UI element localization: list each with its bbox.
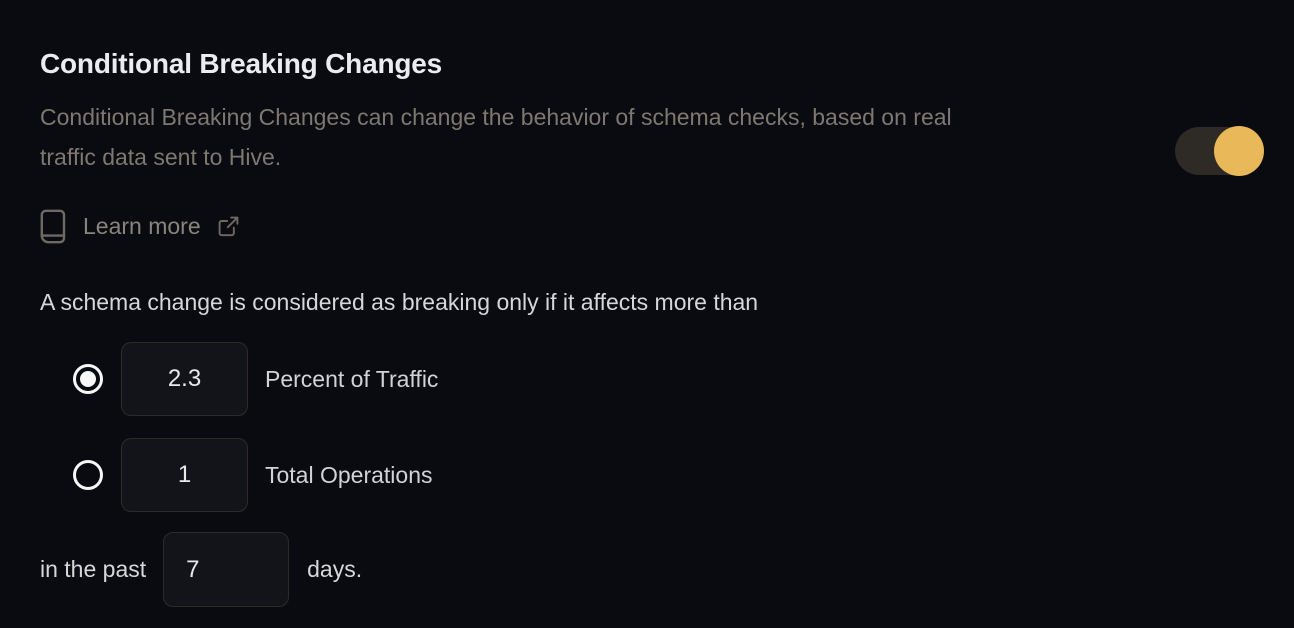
description-line-1: Conditional Breaking Changes can change the behavior of schema checks, based on real: [40, 104, 952, 130]
toggle-thumb: [1214, 126, 1264, 176]
percent-of-traffic-label: Percent of Traffic: [265, 365, 439, 392]
page-title: Conditional Breaking Changes: [40, 48, 442, 79]
period-days-input[interactable]: [163, 532, 289, 607]
learn-more-link[interactable]: [40, 209, 239, 244]
total-operations-input[interactable]: [121, 438, 248, 512]
percent-of-traffic-row: [40, 342, 1254, 416]
description-line-2: traffic data sent to Hive.: [40, 144, 282, 170]
period-row: [40, 532, 1254, 607]
section-description: [40, 97, 1140, 177]
criteria-intro-text: A schema change is considered as breaking only if it affects more than: [40, 289, 759, 315]
period-suffix-text: days.: [307, 556, 363, 582]
percent-of-traffic-radio[interactable]: [73, 364, 103, 394]
enable-toggle[interactable]: [1175, 127, 1263, 175]
total-operations-label: Total Operations: [265, 461, 433, 488]
book-icon: [40, 209, 66, 244]
total-operations-radio[interactable]: [73, 460, 103, 490]
learn-more-label: Learn more: [83, 213, 201, 239]
period-prefix-text: in the past: [40, 556, 147, 582]
external-link-icon: [218, 216, 239, 237]
percent-of-traffic-input[interactable]: [121, 342, 248, 416]
total-operations-row: [40, 438, 1254, 512]
